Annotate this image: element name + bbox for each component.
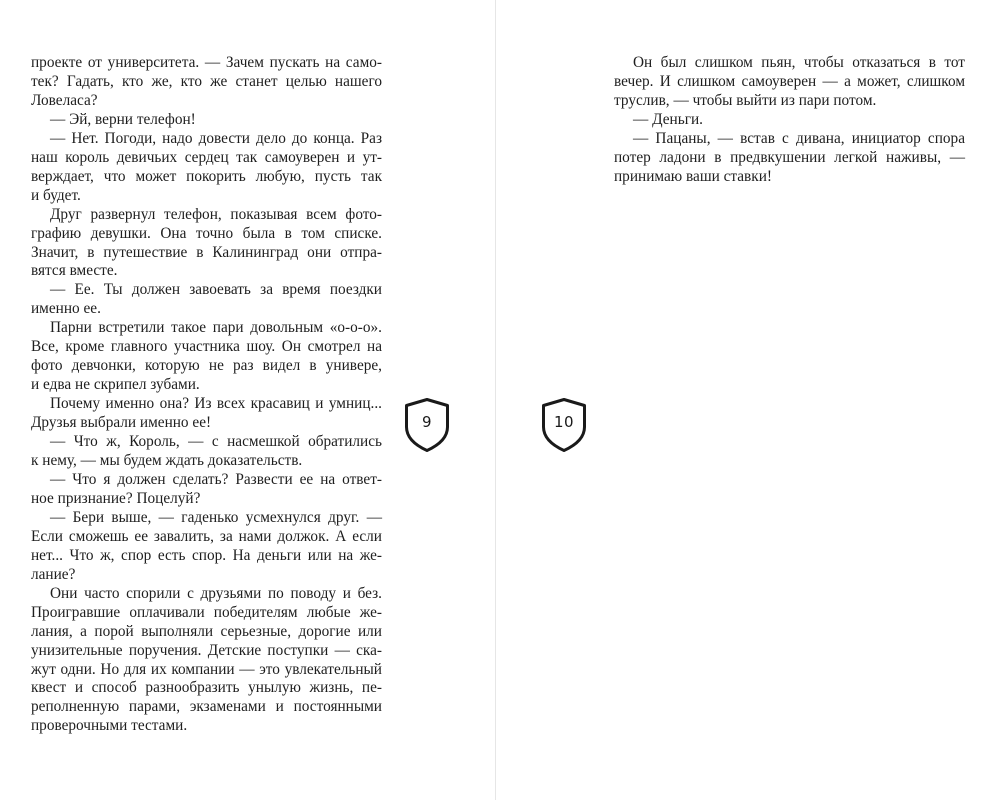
text-line: к нему, — мы будем ждать доказательств. <box>31 452 303 470</box>
text-line: именно ее. <box>31 300 101 318</box>
text-line: наш король девичьих сердец так самоуверен и ут- <box>31 148 382 166</box>
page-gutter <box>495 0 496 800</box>
text-line: — Бери выше, — гаденько усмехнулся друг. — <box>50 508 382 526</box>
text-line: верждает, что может покорить любую, пусть так <box>31 167 382 185</box>
text-line: — Нет. Погоди, надо довести дело до конца. Раз <box>50 129 382 147</box>
text-line: потер ладони в предвкушении легкой наживы, — <box>614 148 965 166</box>
text-line: Почему именно она? Из всех красавиц и умниц... <box>50 395 382 413</box>
left-page-number-badge <box>403 397 451 453</box>
text-line: Ловеласа? <box>31 91 98 109</box>
text-line: ное признание? Поцелуй? <box>31 489 201 507</box>
page-number: 10 <box>553 413 575 431</box>
text-line: труслив, — чтобы выйти из пари потом. <box>614 91 877 109</box>
text-line: лание? <box>31 565 76 583</box>
text-line: тек? Гадать, кто же, кто же станет целью нашего <box>31 72 382 90</box>
right-page-number-badge <box>540 397 588 453</box>
text-line: Друг развернул телефон, показывая всем фото- <box>50 205 382 223</box>
text-line: — Что я должен сделать? Развести ее на ответ- <box>50 470 382 488</box>
text-line: — Деньги. <box>633 110 703 128</box>
text-line: Значит, в путешествие в Калининград они отпра- <box>31 243 382 261</box>
text-line: — Ее. Ты должен завоевать за время поездки <box>50 281 382 299</box>
text-line: лания, а порой выполняли серьезные, дорогие или <box>31 622 382 640</box>
text-line: Парни встретили такое пари довольным «о-о-о». <box>50 319 382 337</box>
text-line: Проигравшие оплачивали победителям любые же- <box>31 603 382 621</box>
text-line: и будет. <box>31 186 81 204</box>
text-line: нет... Что ж, спор есть спор. На деньги или на же- <box>31 546 382 564</box>
text-line: реполненную парами, экзаменами и постоянными <box>31 698 382 716</box>
text-line: Если сможешь ее завалить, за нами должок. А если <box>31 527 382 545</box>
text-line: фото девчонки, которую не раз видел в универе, <box>31 357 382 375</box>
text-line: вятся вместе. <box>31 262 118 280</box>
right-page-text <box>614 54 965 187</box>
text-line: графию девушки. Она точно была в том списке. <box>31 224 382 242</box>
text-line: — Что ж, Король, — с насмешкой обратились <box>50 433 382 451</box>
left-page-text <box>31 54 382 736</box>
text-line: и едва не скрипел зубами. <box>31 376 200 394</box>
page-number: 9 <box>421 413 433 431</box>
text-line: квест и способ разнообразить унылую жизнь, пе- <box>31 679 382 697</box>
text-line: вечер. И слишком самоуверен — а может, слишком <box>614 72 965 90</box>
text-line: — Эй, верни телефон! <box>50 110 196 128</box>
text-line: Все, кроме главного участника шоу. Он смотрел на <box>31 338 382 356</box>
text-line: — Пацаны, — встав с дивана, инициатор спора <box>633 129 965 147</box>
text-line: проверочными тестами. <box>31 717 188 735</box>
text-line: унизительные поручения. Детские поступки — ска- <box>31 641 382 659</box>
text-line: принимаю ваши ставки! <box>614 167 772 185</box>
text-line: Они часто спорили с друзьями по поводу и без. <box>50 584 382 602</box>
text-line: проекте от университета. — Зачем пускать на само- <box>31 54 382 71</box>
text-line: Друзья выбрали именно ее! <box>31 414 212 432</box>
text-line: жут одни. Но для их компании — это увлекательный <box>31 660 382 678</box>
text-line: Он был слишком пьян, чтобы отказаться в тот <box>633 54 965 71</box>
